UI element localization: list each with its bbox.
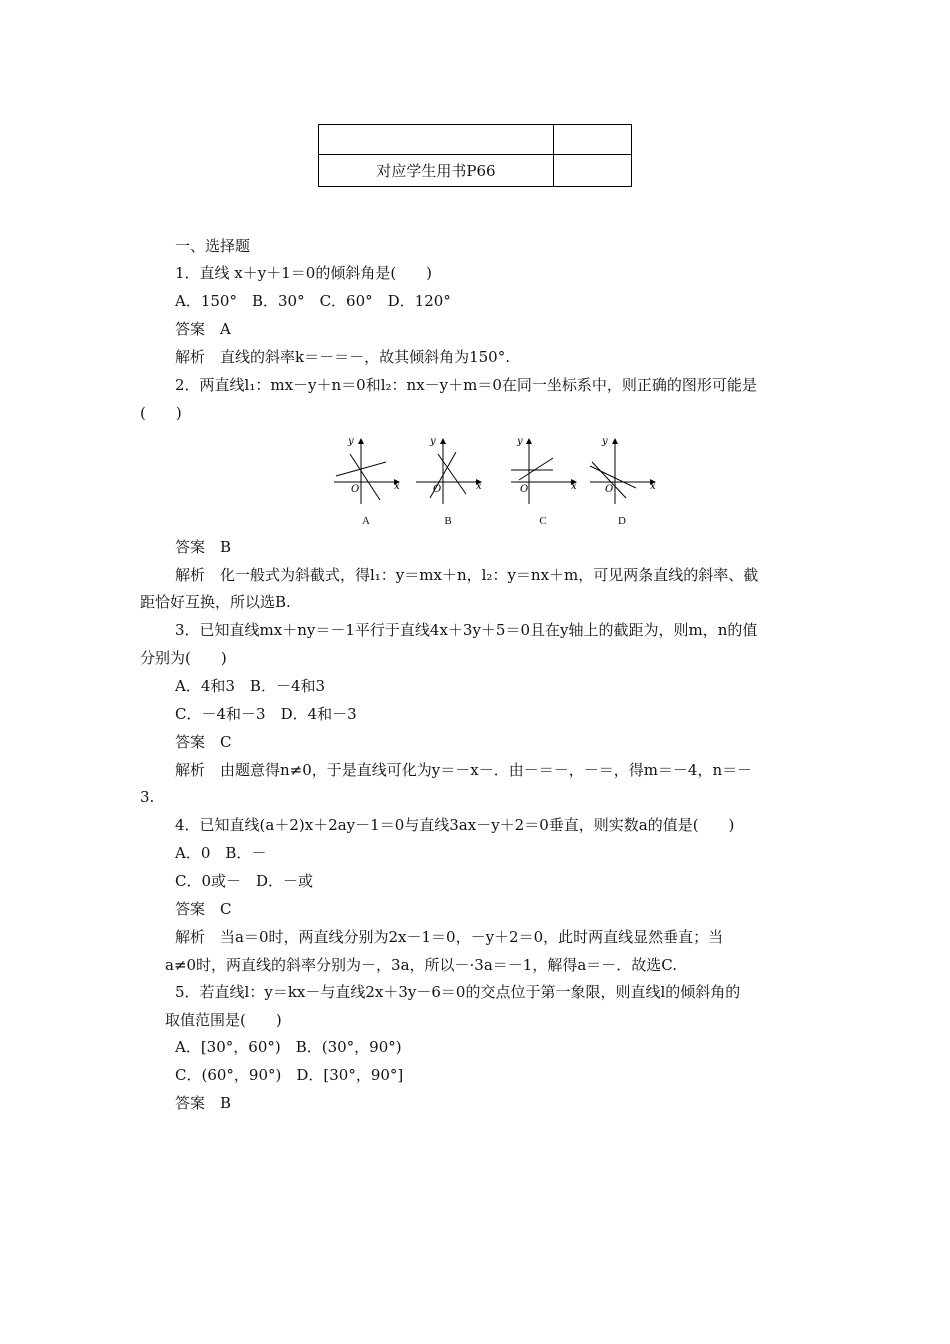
q4-analysis-line2: a≠0时，两直线的斜率分别为－，3a，所以－·3a＝－1，解得a＝－．故选C. — [165, 956, 677, 974]
q2-stem-line1: 2．两直线l₁：mx－y＋n＝0和l₂：nx－y＋m＝0在同一坐标系中，则正确的图形可能是 — [175, 376, 757, 394]
figure-d-y: y — [602, 436, 608, 447]
q2-analysis-line1: 解析 化一般式为斜截式，得l₁：y＝mx＋n，l₂：y＝nx＋m，可见两条直线的斜率、截 — [175, 566, 759, 584]
q3-analysis-line1: 解析 由题意得n≠0，于是直线可化为y＝－x－．由－＝－，－＝，得m＝－4，n＝－ — [175, 761, 753, 779]
figure-c-graph — [507, 432, 579, 512]
figure-a-y: y — [348, 436, 354, 447]
q3-answer: 答案 C — [175, 733, 232, 751]
figure-c — [507, 432, 579, 527]
figure-d — [586, 432, 658, 527]
q5-options-line2: C．(60°，90°) D．[30°，90°] — [175, 1066, 404, 1084]
q1-analysis: 解析 直线的斜率k＝－＝－，故其倾斜角为150°. — [175, 348, 510, 366]
q3-options-line1: A．4和3 B．－4和3 — [175, 677, 326, 695]
q1-options: A．150° B．30° C．60° D．120° — [175, 292, 451, 310]
q4-options-line1: A．0 B．－ — [175, 844, 267, 862]
q2-figures — [330, 432, 660, 527]
figure-b-label: B — [444, 515, 452, 527]
figure-b-x: x — [476, 481, 482, 492]
header-cell-empty — [554, 155, 632, 187]
figure-c-origin: O — [520, 484, 529, 495]
figure-d-label: D — [618, 515, 626, 527]
section-title: 一、选择题 — [175, 237, 251, 255]
q5-stem-line1: 5．若直线l：y＝kx－与直线2x＋3y－6＝0的交点位于第一象限，则直线l的倾斜角的 — [175, 983, 741, 1001]
q4-options-line2: C．0或－ D．－或 — [175, 872, 314, 890]
q5-answer: 答案 B — [175, 1094, 232, 1112]
q2-stem-line2: ( ) — [140, 404, 182, 422]
header-ref-cell: 对应学生用书P66 — [319, 155, 554, 187]
figure-d-x: x — [650, 481, 656, 492]
header-table — [318, 124, 632, 187]
header-cell-empty — [319, 125, 554, 155]
q4-stem: 4．已知直线(a＋2)x＋2ay－1＝0与直线3ax－y＋2＝0垂直，则实数a的值是( ) — [175, 816, 735, 834]
q1-stem: 1．直线 x＋y＋1＝0的倾斜角是( ) — [175, 264, 433, 282]
figure-c-y: y — [517, 436, 523, 447]
figure-b-y: y — [430, 436, 436, 447]
header-cell-empty — [554, 125, 632, 155]
figure-a-graph — [330, 432, 402, 512]
q2-answer: 答案 B — [175, 538, 232, 556]
figure-c-x: x — [571, 481, 577, 492]
figure-a-x: x — [394, 481, 400, 492]
q2-analysis-line2: 距恰好互换，所以选B. — [140, 593, 291, 611]
figure-b — [412, 432, 484, 527]
q1-answer: 答案 A — [175, 320, 231, 338]
q5-options-line1: A．[30°，60°) B．(30°，90°) — [175, 1038, 402, 1056]
figure-b-origin: O — [433, 484, 442, 495]
figure-a — [330, 432, 402, 527]
figure-d-graph — [586, 432, 658, 512]
figure-a-label: A — [362, 515, 370, 527]
q3-analysis-line2: 3. — [140, 788, 155, 806]
q3-options-line2: C．－4和－3 D．4和－3 — [175, 705, 357, 723]
figure-a-origin: O — [351, 484, 360, 495]
q5-stem-line2: 取值范围是( ) — [165, 1011, 282, 1029]
q3-stem-line2: 分别为( ) — [140, 649, 227, 667]
figure-b-graph — [412, 432, 484, 512]
q3-stem-line1: 3．已知直线mx＋ny＝－1平行于直线4x＋3y＋5＝0且在y轴上的截距为，则m，n的值 — [175, 621, 758, 639]
q4-answer: 答案 C — [175, 900, 232, 918]
figure-d-origin: O — [605, 484, 614, 495]
figure-c-label: C — [539, 515, 547, 527]
q4-analysis-line1: 解析 当a＝0时，两直线分别为2x－1＝0，－y＋2＝0，此时两直线显然垂直；当 — [175, 928, 724, 946]
